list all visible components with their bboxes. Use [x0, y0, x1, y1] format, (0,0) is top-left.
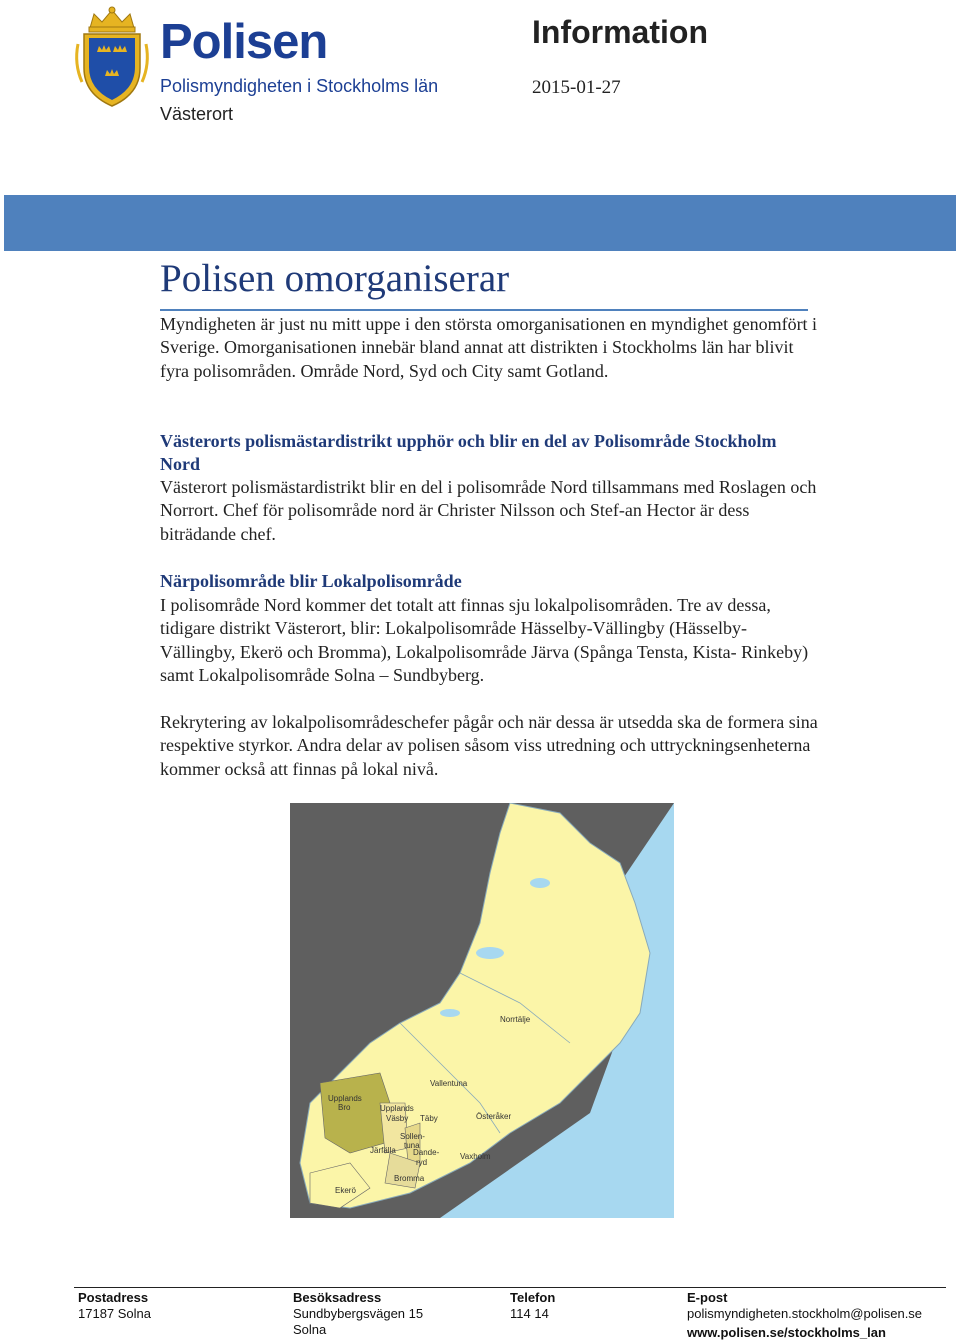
footer-postal-address — [78, 1290, 151, 1322]
footer-phone-label: Telefon — [510, 1290, 556, 1305]
map-lake — [476, 947, 504, 959]
section2-heading: Närpolisområde blir Lokalpolisområde — [160, 571, 462, 591]
header-color-band — [4, 195, 956, 251]
map-label-sollentuna-1: Sollen- — [400, 1132, 425, 1141]
district-name: Västerort — [160, 104, 234, 124]
footer-visit-label: Besöksadress — [293, 1290, 382, 1305]
police-area-map — [290, 803, 674, 1218]
authority-name: Polismyndigheten i Stockholms län — [160, 76, 439, 96]
map-label-taby: Täby — [420, 1114, 438, 1123]
document-date: 2015-01-27 — [532, 77, 621, 98]
section3-paragraph: Rekrytering av lokalpolisområdeschefer pågår och när dessa är utsedda ska de formera sina respektive styrkor. Andra delar av polisen såsom viss utredning och uttryckningsenheterna kommer också att finnas på lokal nivå. — [160, 712, 818, 779]
footer-email-link[interactable]: polismyndigheten.stockholm@polisen.se — [687, 1306, 923, 1321]
footer-email-label: E-post — [687, 1290, 728, 1305]
footer-divider — [74, 1287, 946, 1288]
map-label-bromma: Bromma — [394, 1174, 425, 1183]
map-label-upplands-vasby-2: Väsby — [386, 1114, 409, 1123]
map-label-vaxholm: Vaxholm — [460, 1152, 491, 1161]
map-label-danderyd-2: ryd — [416, 1158, 428, 1167]
footer-contact — [687, 1290, 922, 1341]
map-label-jarfalla: Järfälla — [370, 1146, 396, 1155]
article-headline: Polisen omorganiserar — [160, 257, 510, 300]
map-label-sollentuna-2: tuna — [404, 1141, 420, 1150]
footer-postal-label: Postadress — [78, 1290, 149, 1305]
map-label-vallentuna: Vallentuna — [430, 1079, 468, 1088]
footer-visit-address — [293, 1290, 423, 1338]
map-label-osteraker: Österåker — [476, 1112, 512, 1121]
map-label-ekero: Ekerö — [335, 1186, 356, 1195]
map-lake — [530, 878, 550, 888]
map-label-upplands-vasby-1: Upplands — [380, 1104, 414, 1113]
intro-paragraph: Myndigheten är just nu mitt uppe i den största omorganisationen en myndighet genomfört i Sverige. Omorganisationen innebär bland annat att distrikten i Stockholms län har blivit fyra polisområden. Område Nord, Syd och City samt Gotland. — [160, 314, 818, 381]
section2-paragraph: I polisområde Nord kommer det totalt att finnas sju lokalpolisområden. Tre av dessa, tidigare distrikt Västerort, blir: Lokalpolisområde Hässelby-Vällingby (Hässelby-Vällingby, Ekerö och Bromma), Lokalpolisområde Järva (Spånga Tensta, Kista- Rinkeby) samt Lokalpolisområde Solna – Sundbyberg. — [160, 595, 809, 685]
footer-visit-line1: Sundbybergsvägen 15 — [293, 1306, 424, 1321]
map-label-danderyd-1: Dande- — [413, 1148, 440, 1157]
headline-underline — [160, 309, 808, 311]
document-type-title: Information — [532, 14, 708, 50]
footer-postal-value: 17187 Solna — [78, 1306, 152, 1321]
map-label-norrtalje: Norrtälje — [500, 1015, 531, 1024]
footer-phone-value: 114 14 — [510, 1306, 549, 1321]
section1-heading: Västerorts polismästardistrikt upphör och blir en del av Polisområde Stockholm Nord — [160, 431, 777, 475]
map-label-upplands-bro-2: Bro — [338, 1103, 351, 1112]
map-lake — [440, 1009, 460, 1017]
footer-visit-line2: Solna — [293, 1322, 327, 1337]
map-label-upplands-bro-1: Upplands — [328, 1094, 362, 1103]
footer-web-link[interactable]: www.polisen.se/stockholms_lan — [687, 1325, 886, 1340]
police-coat-of-arms-logo — [72, 4, 152, 108]
section1-paragraph: Västerort polismästardistrikt blir en del i polisområde Nord tillsammans med Roslagen och Norrort. Chef för polisområde nord är Christer Nilsson och Stef-an Hector är dess biträdande chef. — [160, 477, 817, 544]
footer-phone — [510, 1290, 555, 1322]
map-region-upplands-bro — [320, 1073, 390, 1153]
brand-wordmark: Polisen — [160, 15, 328, 69]
